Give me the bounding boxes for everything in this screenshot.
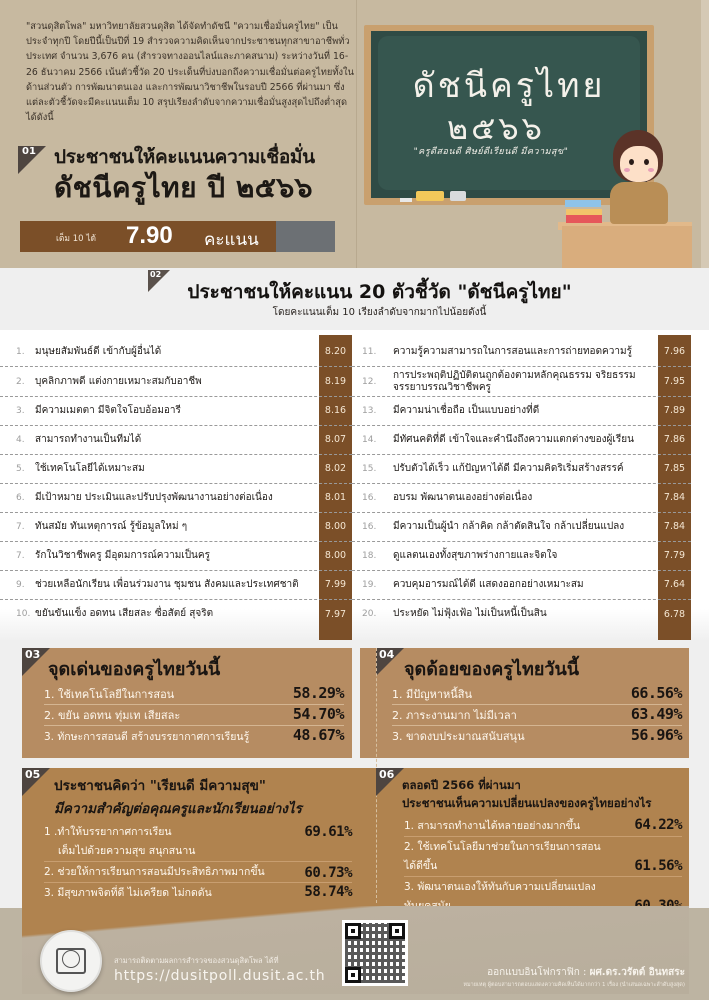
indicator-score: 8.00 bbox=[324, 550, 347, 561]
strength-percent: 54.70% bbox=[292, 705, 344, 723]
strength-row bbox=[44, 705, 344, 726]
indicator-label: ขยันขันแข็ง อดทน เสียสละ ซื่อสัตย์ สุจริต bbox=[35, 608, 214, 619]
indicator-row bbox=[0, 425, 352, 455]
indicator-row bbox=[352, 512, 691, 542]
indicator-score: 6.78 bbox=[663, 608, 686, 620]
weakness-percent: 56.96% bbox=[630, 726, 682, 744]
indicator-rank: 14. bbox=[362, 434, 377, 445]
indicator-rank: 18. bbox=[362, 550, 377, 561]
weakness-percent: 66.56% bbox=[630, 684, 682, 702]
indicator-row bbox=[0, 367, 352, 397]
indicator-label: ใช้เทคโนโลยีได้เหมาะสม bbox=[35, 462, 145, 474]
indicator-score: 7.86 bbox=[663, 434, 686, 445]
importance-percent: 58.74% bbox=[304, 884, 352, 900]
section-6-number: 06 bbox=[379, 768, 395, 781]
indicator-rank: 12. bbox=[362, 376, 377, 387]
teacher-illustration-face bbox=[620, 146, 658, 182]
section-1-title: ประชาชนให้คะแนนความเชื่อมั่น bbox=[54, 146, 315, 168]
indicator-row bbox=[352, 396, 691, 426]
section-1-number: 01 bbox=[22, 146, 36, 157]
indicator-rank: 7. bbox=[16, 550, 25, 561]
indicator-label: มีความเมตตา มีจิตใจโอบอ้อมอารี bbox=[35, 404, 181, 416]
weaknesses-panel bbox=[360, 648, 689, 758]
score-unit: คะแนน bbox=[204, 230, 259, 250]
desk-illustration bbox=[562, 226, 692, 268]
change-label: 3. พัฒนาตนเองให้ทันกับความเปลี่ยนแปลง bbox=[404, 881, 596, 893]
indicator-row bbox=[0, 337, 352, 367]
importance-label: 3. มีสุขภาพจิตที่ดี ไม่เครียด ไม่กดดัน bbox=[44, 887, 212, 899]
indicator-score: 8.20 bbox=[324, 346, 347, 357]
indicator-rank: 10. bbox=[16, 609, 31, 619]
strength-row bbox=[44, 684, 344, 705]
indicator-score: 8.01 bbox=[324, 492, 347, 503]
indicator-label: รักในวิชาชีพครู มีอุดมการณ์ความเป็นครู bbox=[35, 549, 210, 561]
hero-edge bbox=[701, 0, 709, 268]
change-row bbox=[404, 837, 682, 877]
change-label: 1. สามารถทำงานได้หลายอย่างมากขึ้น bbox=[404, 820, 581, 832]
indicator-row bbox=[0, 570, 352, 600]
indicator-row bbox=[352, 337, 691, 367]
importance-percent: 69.61% bbox=[304, 824, 352, 840]
indicator-score: 7.89 bbox=[663, 405, 686, 416]
indicator-row bbox=[352, 541, 691, 571]
strengths-panel bbox=[22, 648, 352, 758]
credit-prefix: ออกแบบอินโฟกราฟิก : bbox=[487, 967, 587, 978]
indicator-score: 7.85 bbox=[663, 463, 686, 474]
strength-label: 3. ทักษะการสอนดี สร้างบรรยากาศการเรียนรู้ bbox=[44, 731, 250, 743]
indicator-label: สามารถทำงานเป็นทีมได้ bbox=[35, 433, 142, 445]
indicator-row bbox=[352, 454, 691, 484]
section-2-title: ประชาชนให้คะแนน 20 ตัวชี้วัด "ดัชนีครูไทย" bbox=[187, 281, 572, 303]
weakness-label: 1. มีปัญหาหนี้สิน bbox=[392, 688, 473, 701]
indicator-label: มนุษยสัมพันธ์ดี เข้ากับผู้อื่นได้ bbox=[35, 345, 162, 357]
indicator-rank: 16. bbox=[362, 492, 377, 503]
strength-label: 1. ใช้เทคโนโลยีในการสอน bbox=[44, 688, 175, 701]
section-5-number: 05 bbox=[25, 768, 41, 781]
indicator-label: มีเป้าหมาย ประเมินและปรับปรุงพัฒนางานอย่างต่อเนื่อง bbox=[35, 491, 273, 503]
indicator-rank: 13. bbox=[362, 405, 377, 416]
section-6-title: ตลอดปี 2566 ที่ผ่านมา bbox=[402, 778, 521, 792]
indicator-label: ควบคุมอารมณ์ได้ดี แสดงออกอย่างเหมาะสม bbox=[393, 578, 584, 590]
section-4-title: จุดด้อยของครูไทยวันนี้ bbox=[404, 659, 580, 680]
indicator-row bbox=[0, 599, 352, 629]
indicator-label: บุคลิกภาพดี แต่งกายเหมาะสมกับอาชีพ bbox=[35, 375, 202, 387]
indicator-score: 7.97 bbox=[324, 608, 347, 620]
weakness-row bbox=[392, 684, 682, 705]
board-slogan: "ครูดีสอนดี ศิษย์ดีเรียนดี มีความสุข" bbox=[413, 147, 569, 157]
section-2-subtitle: โดยคะแนนเต็ม 10 เรียงลำดับจากมากไปน้อยดังนี้ bbox=[272, 307, 487, 318]
change-percent: 64.22% bbox=[634, 817, 682, 833]
indicator-score: 7.84 bbox=[663, 492, 686, 503]
change-label: 2. ใช้เทคโนโลยีมาช่วยในการเรียนการสอน bbox=[404, 841, 601, 853]
university-logo bbox=[40, 930, 102, 992]
indicator-label: มีความเป็นผู้นำ กล้าคิด กล้าตัดสินใจ กล้าเปลี่ยนแปลง bbox=[393, 520, 625, 532]
weakness-row bbox=[392, 726, 682, 747]
indicator-score: 8.02 bbox=[324, 463, 347, 474]
indicator-score: 8.07 bbox=[324, 434, 347, 445]
eraser-icon bbox=[416, 191, 444, 201]
indicator-row bbox=[0, 512, 352, 542]
importance-percent: 60.73% bbox=[304, 865, 352, 881]
importance-label: 1 .ทำให้บรรยากาศการเรียน bbox=[44, 826, 172, 838]
importance-label: 2. ช่วยให้การเรียนการสอนมีประสิทธิภาพมากขึ้น bbox=[44, 866, 265, 878]
section-2-number: 02 bbox=[150, 270, 162, 279]
importance-row bbox=[44, 822, 352, 862]
indicator-label: อบรม พัฒนาตนเองอย่างต่อเนื่อง bbox=[393, 491, 533, 503]
board-year: ๒๕๖๖ bbox=[447, 109, 545, 147]
indicator-rank: 7. bbox=[16, 521, 25, 532]
overall-score-value: 7.90 bbox=[126, 222, 173, 249]
indicator-label: ดูแลตนเองทั้งสุขภาพร่างกายและจิตใจ bbox=[393, 549, 558, 561]
indicator-rank: 2. bbox=[16, 376, 25, 387]
weakness-row bbox=[392, 705, 682, 726]
chalk-box-icon bbox=[450, 191, 466, 201]
qr-code[interactable] bbox=[342, 920, 408, 986]
indicator-row bbox=[352, 570, 691, 600]
indicator-score: 7.95 bbox=[663, 376, 686, 387]
section-6-subtitle: ประชาชนเห็นความเปลี่ยนแปลงของครูไทยอย่างไร bbox=[402, 796, 652, 810]
credit-name: ผศ.ดร.วรัตต์ อินทสระ bbox=[589, 967, 685, 978]
book-icon bbox=[565, 200, 601, 207]
indicator-row bbox=[0, 541, 352, 571]
section-3-title: จุดเด่นของครูไทยวันนี้ bbox=[48, 659, 221, 680]
score-prefix: เต็ม 10 ได้ bbox=[56, 234, 97, 244]
indicator-row bbox=[0, 454, 352, 484]
book-icon bbox=[566, 215, 602, 223]
importance-row bbox=[44, 883, 352, 904]
weakness-percent: 63.49% bbox=[630, 705, 682, 723]
section-1-subtitle: ดัชนีครูไทย ปี ๒๕๖๖ bbox=[54, 171, 314, 204]
change-row bbox=[404, 816, 682, 837]
importance-row bbox=[44, 862, 352, 883]
section-3-number: 03 bbox=[25, 648, 41, 661]
chalk-icon bbox=[400, 198, 412, 202]
section-5-title: ประชาชนคิดว่า "เรียนดี มีความสุข" bbox=[54, 778, 266, 794]
indicator-row bbox=[352, 483, 691, 513]
indicator-row bbox=[0, 396, 352, 426]
importance-label-cont: เต็มไปด้วยความสุข สนุกสนาน bbox=[58, 845, 196, 857]
cheek-icon bbox=[648, 168, 654, 172]
indicator-rank: 1. bbox=[16, 346, 25, 357]
indicator-rank: 9. bbox=[16, 579, 25, 590]
strength-label: 2. ขยัน อดทน ทุ่มเท เสียสละ bbox=[44, 709, 181, 722]
indicator-rank: 16. bbox=[362, 521, 377, 532]
indicator-rank: 3. bbox=[16, 405, 25, 416]
indicator-score: 7.84 bbox=[663, 521, 686, 532]
section-4-number: 04 bbox=[379, 648, 395, 661]
globe-icon bbox=[62, 950, 80, 968]
hero-divider bbox=[356, 0, 357, 268]
change-percent: 61.56% bbox=[634, 858, 682, 874]
indicator-score: 8.19 bbox=[324, 376, 347, 387]
indicator-label: ประหยัด ไม่ฟุ้งเฟ้อ ไม่เป็นหนี้เป็นสิน bbox=[393, 608, 547, 619]
weakness-label: 2. ภาระงานมาก ไม่มีเวลา bbox=[392, 709, 517, 722]
qr-finder-icon bbox=[345, 967, 361, 983]
strength-percent: 48.67% bbox=[292, 726, 344, 744]
board-title: ดัชนีครูไทย bbox=[412, 66, 606, 106]
intro-paragraph: "สวนดุสิตโพล" มหาวิทยาลัยสวนดุสิต ได้จัดทำดัชนี "ความเชื่อมั่นครูไทย" เป็นประจำทุกปี โดยปีนี้เป็นปีที่ 19 สำรวจความคิดเห็นจากประชาชนทุกสาขาอาชีพทั่วประเทศ จำนวน 3,676 คน (สำรวจทางออนไลน์และภาคสนาม) ระหว่างวันที่ 16-26 ธันวาคม 2566 เน้นตัวชี้วัด 20 ประเด็นที่บ่งบอกถึงความเชื่อมั่นต่อครูไทยทั้งในด้านส่วนตัว การพัฒนาตนเอง และการพัฒนาวิชาชีพในรอบปี 2566 ที่ผ่านมา ซึ่งแต่ละตัวชี้วัดจะมีคะแนนเต็ม 10 สรุปเรียงลำดับจากความเชื่อมั่นสูงสุดไปถึงต่ำสุด ได้ดังนี้ bbox=[26, 21, 354, 124]
indicator-row bbox=[352, 367, 691, 397]
weakness-label: 3. ขาดงบประมาณสนับสนุน bbox=[392, 730, 525, 743]
indicator-score: 7.99 bbox=[324, 579, 347, 590]
indicator-label: ความรู้ความสามารถในการสอนและการถ่ายทอดความรู้ bbox=[393, 345, 632, 357]
qr-finder-icon bbox=[389, 923, 405, 939]
strength-percent: 58.29% bbox=[292, 684, 344, 702]
footer-caption: สามารถติดตามผลการสำรวจของสวนดุสิตโพล ได้ที่ bbox=[114, 956, 279, 965]
indicator-row bbox=[352, 425, 691, 455]
qr-finder-icon bbox=[345, 923, 361, 939]
indicator-rank: 5. bbox=[16, 463, 25, 474]
indicator-rank: 20. bbox=[362, 609, 377, 619]
indicator-score: 7.96 bbox=[663, 346, 686, 357]
indicator-score: 7.79 bbox=[663, 550, 686, 561]
teacher-illustration-body bbox=[610, 182, 668, 224]
indicator-rank: 4. bbox=[16, 434, 25, 445]
footnote: หมายเหตุ ผู้ตอบสามารถตอบแสดงความคิดเห็นได้มากกว่า 1 เรื่อง (นำเสนอเฉพาะลำดับสูงสุด) bbox=[463, 982, 685, 988]
strength-row bbox=[44, 726, 344, 747]
eye-icon bbox=[644, 159, 649, 165]
indicator-row bbox=[352, 599, 691, 629]
dusitpoll-link[interactable]: https://dusitpoll.dusit.ac.th bbox=[114, 968, 326, 984]
section-5-subtitle: มีความสำคัญต่อคุณครูและนักเรียนอย่างไร bbox=[54, 801, 302, 817]
indicator-label: ทันสมัย ทันเหตุการณ์ รู้ข้อมูลใหม่ ๆ bbox=[35, 520, 188, 532]
indicator-score: 7.64 bbox=[663, 579, 686, 590]
cheek-icon bbox=[624, 168, 630, 172]
change-label-cont: ได้ดีขึ้น bbox=[404, 860, 438, 872]
indicator-score: 8.00 bbox=[324, 521, 347, 532]
indicator-label: ปรับตัวได้เร็ว แก้ปัญหาได้ดี มีความคิดริเริ่มสร้างสรรค์ bbox=[393, 462, 624, 474]
indicator-label: มีทัศนคติที่ดี เข้าใจและคำนึงถึงความแตกต่างของผู้เรียน bbox=[393, 433, 634, 445]
indicator-score: 8.16 bbox=[324, 405, 347, 416]
indicator-label: ช่วยเหลือนักเรียน เพื่อนร่วมงาน ชุมชน สังคมและประเทศชาติ bbox=[35, 578, 299, 590]
indicator-rank: 11. bbox=[362, 346, 377, 357]
indicator-rank: 15. bbox=[362, 463, 377, 474]
indicator-rank: 6. bbox=[16, 492, 25, 503]
overall-score-bar bbox=[20, 221, 335, 252]
indicator-row bbox=[0, 483, 352, 513]
indicator-label: การประพฤติปฏิบัติตนถูกต้องตามหลักคุณธรรม จริยธรรม จรรยาบรรณวิชาชีพครู bbox=[393, 369, 636, 393]
indicator-label: มีความน่าเชื่อถือ เป็นแบบอย่างที่ดี bbox=[393, 404, 540, 416]
designer-credit bbox=[487, 965, 685, 980]
eye-icon bbox=[629, 159, 634, 165]
indicator-rank: 19. bbox=[362, 579, 377, 590]
